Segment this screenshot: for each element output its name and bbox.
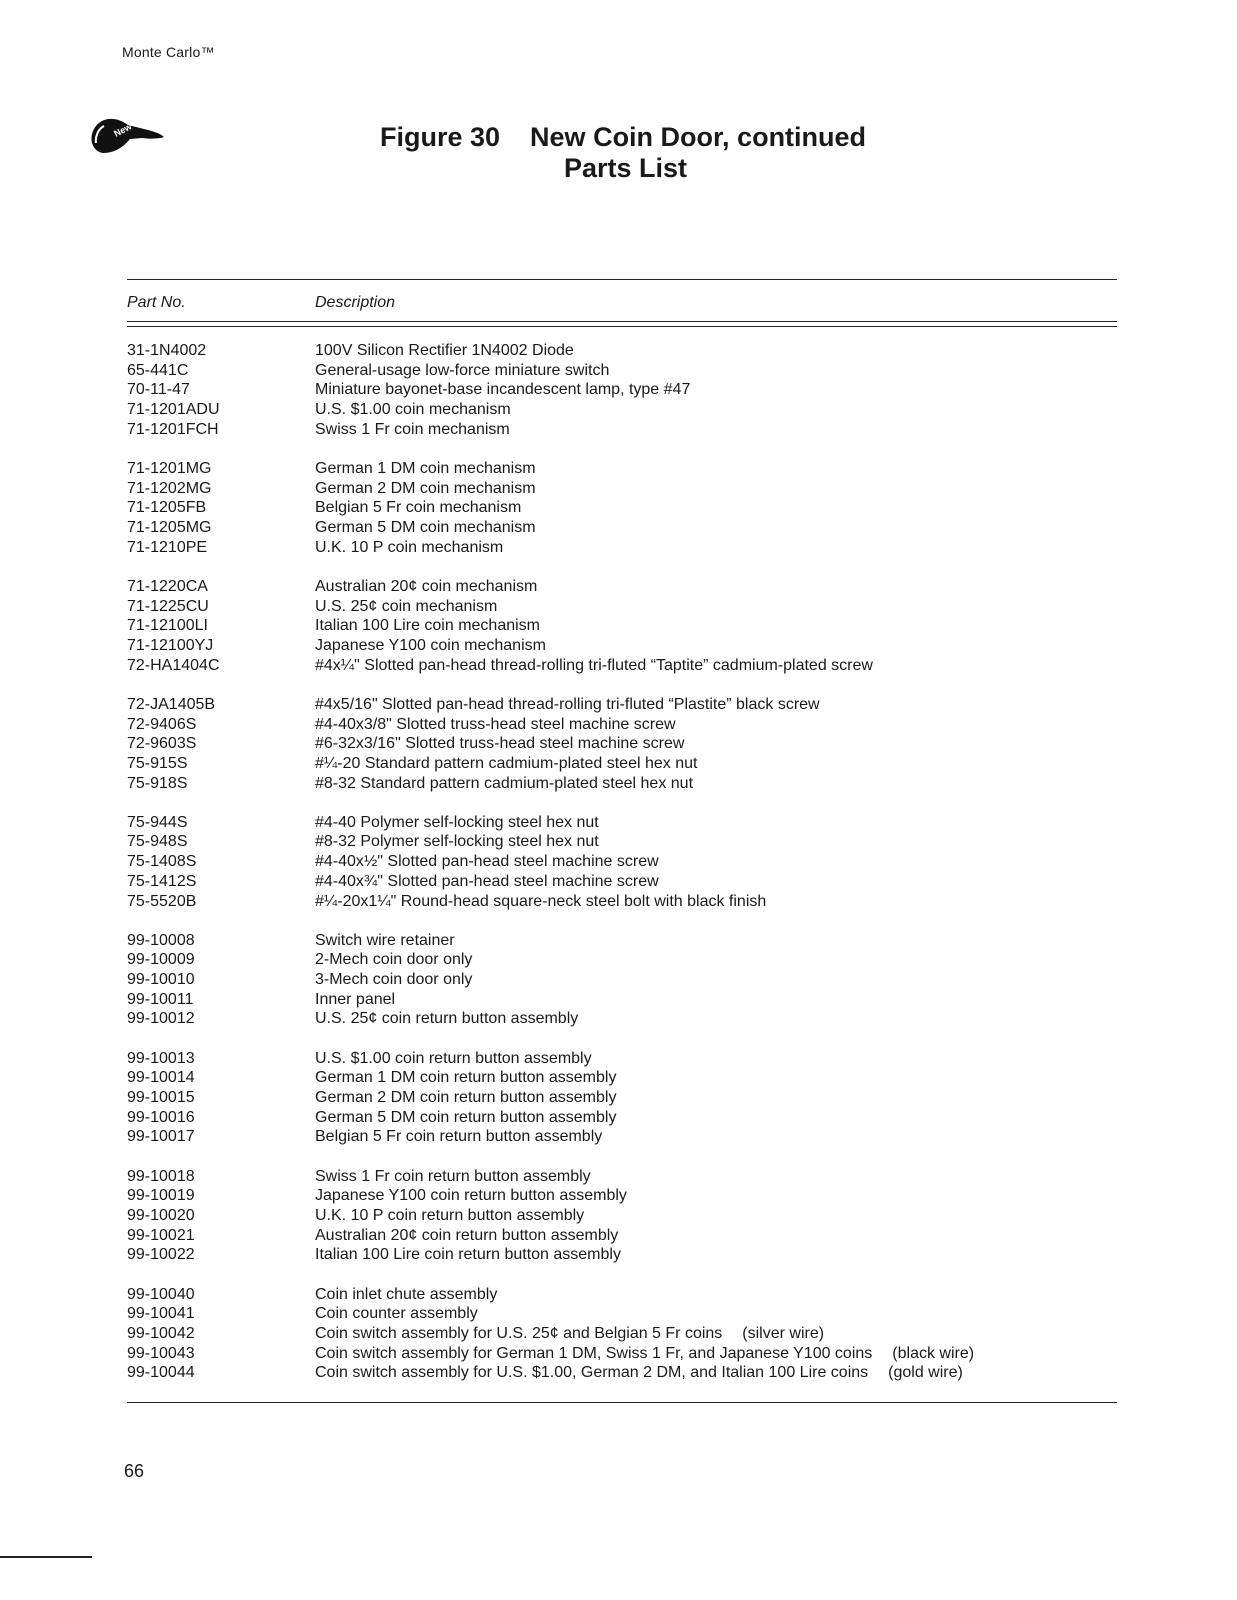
table-row (127, 538, 1117, 558)
part-description: #4x¼" Slotted pan-head thread-rolling tri-fluted “Taptite” cadmium-plated screw (315, 656, 873, 674)
table-row (127, 1186, 1117, 1206)
wire-color-note: (black wire) (892, 1344, 975, 1362)
parts-group (127, 695, 1117, 793)
part-number: 70-11-47 (127, 381, 190, 399)
part-description: #¼-20 Standard pattern cadmium-plated steel hex nut (315, 754, 698, 772)
table-row (127, 1226, 1117, 1246)
table-row (127, 656, 1117, 676)
part-description: Coin switch assembly for German 1 DM, Swiss 1 Fr, and Japanese Y100 coins (315, 1344, 873, 1362)
part-number: 99-10009 (127, 951, 195, 969)
part-number: 99-10010 (127, 971, 195, 989)
part-description: German 1 DM coin return button assembly (315, 1069, 617, 1087)
part-description: U.S. $1.00 coin mechanism (315, 401, 511, 419)
part-description: Australian 20¢ coin mechanism (315, 577, 538, 595)
table-row (127, 1285, 1117, 1305)
part-number: 99-10021 (127, 1226, 195, 1244)
part-description: #6-32x3/16" Slotted truss-head steel machine screw (315, 735, 685, 753)
part-number: 99-10012 (127, 1010, 195, 1028)
table-row (127, 341, 1117, 361)
part-number: 99-10013 (127, 1049, 195, 1067)
part-number: 71-1205FB (127, 499, 207, 517)
table-row (127, 950, 1117, 970)
scan-edge-mark (0, 1556, 92, 1558)
table-row (127, 1088, 1117, 1108)
table-row (127, 577, 1117, 597)
part-description: Swiss 1 Fr coin mechanism (315, 420, 510, 438)
table-row (127, 498, 1117, 518)
part-number: 65-441C (127, 361, 189, 379)
table-row (127, 715, 1117, 735)
part-number: 71-1225CU (127, 597, 209, 615)
part-description: Italian 100 Lire coin return button assembly (315, 1246, 621, 1264)
part-number: 75-5520B (127, 892, 197, 910)
part-description: Swiss 1 Fr coin return button assembly (315, 1167, 591, 1185)
part-number: 99-10040 (127, 1285, 195, 1303)
part-number: 71-12100LI (127, 617, 208, 635)
part-description: Belgian 5 Fr coin mechanism (315, 499, 522, 517)
table-row (127, 1127, 1117, 1147)
part-description: Japanese Y100 coin mechanism (315, 636, 546, 654)
table-row (127, 852, 1117, 872)
part-number: 72-9603S (127, 735, 197, 753)
parts-group (127, 1167, 1117, 1265)
part-description: Coin counter assembly (315, 1305, 478, 1323)
part-number: 31-1N4002 (127, 342, 207, 359)
part-number: 99-10016 (127, 1108, 195, 1126)
part-description: #8-32 Standard pattern cadmium-plated steel hex nut (315, 774, 694, 792)
part-description: German 5 DM coin return button assembly (315, 1108, 617, 1126)
column-header-description: Description (315, 294, 396, 311)
part-description: #¼-20x1¼" Round-head square-neck steel bolt with black finish (315, 892, 767, 910)
table-row (127, 1245, 1117, 1265)
parts-group (127, 459, 1117, 557)
wire-color-note: (gold wire) (888, 1364, 963, 1382)
part-number: 99-10018 (127, 1167, 195, 1185)
table-row (127, 970, 1117, 990)
part-description: Australian 20¢ coin return button assembly (315, 1226, 619, 1244)
parts-group (127, 931, 1117, 1029)
part-number: 71-1201MG (127, 459, 212, 477)
part-number: 99-10042 (127, 1324, 195, 1342)
figure-name: New Coin Door, continued (530, 122, 867, 152)
part-number: 99-10022 (127, 1246, 195, 1264)
part-number: 99-10015 (127, 1089, 195, 1106)
part-description: Inner panel (315, 990, 396, 1008)
part-description: German 2 DM coin return button assembly (315, 1089, 617, 1106)
part-number: 75-944S (127, 813, 188, 831)
table-row (127, 695, 1117, 715)
table-row (127, 1167, 1117, 1187)
table-row (127, 734, 1117, 754)
table-row (127, 479, 1117, 499)
part-description: Coin switch assembly for U.S. $1.00, German 2 DM, and Italian 100 Lire coins (315, 1364, 869, 1382)
part-number: 99-10019 (127, 1187, 195, 1205)
part-number: 99-10020 (127, 1206, 195, 1224)
part-description: German 5 DM coin mechanism (315, 519, 536, 536)
table-row (127, 1009, 1117, 1029)
parts-group (127, 1285, 1117, 1383)
part-description: #4-40x3/8" Slotted truss-head steel machine screw (315, 715, 676, 733)
part-number: 71-1210PE (127, 538, 208, 556)
part-number: 99-10044 (127, 1364, 195, 1382)
part-number: 99-10017 (127, 1128, 195, 1146)
part-description: U.S. $1.00 coin return button assembly (315, 1049, 592, 1067)
table-bottom-rule (127, 1402, 1117, 1403)
part-description: Switch wire retainer (315, 931, 455, 949)
part-number: 99-10011 (127, 990, 194, 1008)
page-number: 66 (124, 1461, 145, 1481)
part-description: General-usage low-force miniature switch (315, 361, 610, 379)
part-description: 2-Mech coin door only (315, 951, 473, 969)
part-number: 75-1412S (127, 872, 197, 890)
column-header-part-no: Part No. (127, 294, 186, 311)
part-number: 75-1408S (127, 853, 197, 871)
part-description: Miniature bayonet-base incandescent lamp, type #47 (315, 381, 691, 399)
table-row (127, 990, 1117, 1010)
part-description: #4x5/16" Slotted pan-head thread-rolling tri-fluted “Plastite” black screw (315, 695, 820, 713)
table-row (127, 931, 1117, 951)
part-description: Japanese Y100 coin return button assembly (315, 1187, 627, 1205)
table-row (127, 1108, 1117, 1128)
table-row (127, 1344, 1117, 1364)
part-description: #4-40x¾" Slotted pan-head steel machine screw (315, 872, 659, 890)
table-row (127, 616, 1117, 636)
table-row (127, 459, 1117, 479)
running-head: Monte Carlo™ (122, 44, 215, 60)
part-number: 72-HA1404C (127, 656, 220, 674)
part-description: German 2 DM coin mechanism (315, 479, 536, 497)
part-number: 71-1220CA (127, 577, 208, 595)
wire-color-note: (silver wire) (742, 1324, 825, 1342)
table-row (127, 1049, 1117, 1069)
part-description: #4-40 Polymer self-locking steel hex nut (315, 813, 599, 831)
parts-group (127, 577, 1117, 675)
table-top-rule (127, 279, 1117, 280)
figure-title-line (380, 122, 866, 153)
part-number: 71-1205MG (127, 519, 212, 536)
table-row (127, 361, 1117, 381)
table-row (127, 636, 1117, 656)
part-description: Belgian 5 Fr coin return button assembly (315, 1128, 603, 1146)
part-description: #8-32 Polymer self-locking steel hex nut (315, 833, 599, 851)
part-description: Coin switch assembly for U.S. 25¢ and Belgian 5 Fr coins (315, 1324, 723, 1342)
part-description: U.K. 10 P coin return button assembly (315, 1206, 585, 1224)
part-number: 75-918S (127, 774, 188, 792)
table-row (127, 1304, 1117, 1324)
part-number: 72-9406S (127, 715, 197, 733)
table-row (127, 1068, 1117, 1088)
parts-group (127, 341, 1117, 439)
table-row (127, 774, 1117, 794)
part-number: 75-948S (127, 833, 188, 851)
table-row (127, 1206, 1117, 1226)
new-pointing-hand-icon (86, 113, 166, 157)
table-row (127, 597, 1117, 617)
table-row (127, 518, 1117, 538)
table-row (127, 872, 1117, 892)
part-number: 71-1201FCH (127, 420, 219, 438)
table-row (127, 1363, 1117, 1383)
part-number: 99-10043 (127, 1344, 195, 1362)
part-number: 99-10008 (127, 931, 195, 949)
table-row (127, 400, 1117, 420)
parts-group (127, 1049, 1117, 1147)
table-row (127, 813, 1117, 833)
parts-list (127, 341, 1117, 1402)
part-number: 71-1201ADU (127, 401, 220, 419)
part-number: 72-JA1405B (127, 695, 216, 713)
table-header-double-rule (127, 321, 1117, 327)
part-description: 100V Silicon Rectifier 1N4002 Diode (315, 342, 574, 359)
figure-subtitle: Parts List (564, 153, 688, 183)
part-number: 99-10014 (127, 1069, 195, 1087)
parts-group (127, 813, 1117, 911)
figure-number: Figure 30 (380, 122, 501, 152)
part-description: Coin inlet chute assembly (315, 1285, 498, 1303)
part-description: U.S. 25¢ coin return button assembly (315, 1010, 579, 1028)
part-description: German 1 DM coin mechanism (315, 459, 536, 477)
table-row (127, 892, 1117, 912)
part-description: #4-40x½" Slotted pan-head steel machine screw (315, 853, 659, 871)
table-row (127, 380, 1117, 400)
part-description: U.K. 10 P coin mechanism (315, 538, 504, 556)
part-description: U.S. 25¢ coin mechanism (315, 597, 498, 615)
part-description: 3-Mech coin door only (315, 971, 473, 989)
part-number: 71-12100YJ (127, 636, 214, 654)
part-number: 71-1202MG (127, 479, 212, 497)
part-number: 99-10041 (127, 1305, 195, 1323)
table-row (127, 754, 1117, 774)
table-row (127, 1324, 1117, 1344)
table-row (127, 420, 1117, 440)
new-badge-label: New (112, 121, 134, 139)
table-row (127, 832, 1117, 852)
part-number: 75-915S (127, 754, 188, 772)
part-description: Italian 100 Lire coin mechanism (315, 617, 541, 635)
